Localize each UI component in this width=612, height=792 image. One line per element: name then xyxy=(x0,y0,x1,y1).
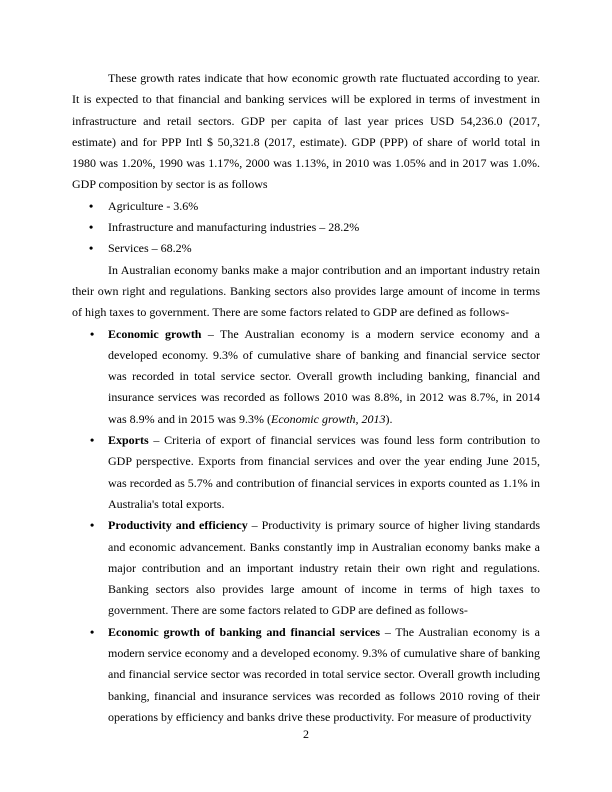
factor-item-economic-growth xyxy=(72,324,540,430)
factor-title: Economic growth of banking and financial services xyxy=(108,624,381,639)
page-number: 2 xyxy=(303,727,309,741)
document-page xyxy=(72,68,540,728)
sector-item-services: • Services – 68.2% xyxy=(72,238,540,259)
factor-title: Economic growth xyxy=(108,326,202,341)
factor-list xyxy=(72,324,540,729)
factor-title: Exports xyxy=(108,433,149,448)
sector-item-infrastructure: • Infrastructure and manufacturing industries – 28.2% xyxy=(72,217,540,238)
intro-paragraph: These growth rates indicate that how economic growth rate fluctuated according to year. It is expected to that financial and banking services will be explored in terms of investment in infrastructure and retail sectors. GDP per capita of last year prices USD 54,236.0 (2017, estimate) and for PPP Intl $ 50,321.8 (2017, estimate). GDP (PPP) of share of world total in 1980 was 1.20%, 1990 was 1.17%, 2000 was 1.13%, in 2010 was 1.05% and in 2017 was 1.0%. GDP composition by sector is as follows xyxy=(72,71,540,192)
factor-item-banking-growth xyxy=(72,622,540,728)
sector-item-agriculture: • Agriculture - 3.6% xyxy=(72,196,540,217)
factor-text: – The Australian economy is a modern service economy and a developed economy. 9.3% of cumulative share of banking and financial service sector was recorded in total service sector. Overall growth including banking, financial and insurance services was recorded as follows 2010 roving of their operations by efficiency and banks drive these productivity. For measure of productivity xyxy=(108,624,540,724)
factor-title: Productivity and efficiency xyxy=(108,518,248,533)
factor-text: – The Australian economy is a modern service economy and a developed economy. 9.3% of cumulative share of banking and financial service sector was recorded in total service sector. Overall growth including banking, financial and insurance services was recorded as follows 2010 was 8.8%, in 2012 was 8.7%, in 2014 was 8.9% and in 2015 was 9.3% ( xyxy=(108,326,540,426)
sector-list xyxy=(72,196,540,260)
factor-text-end: ). xyxy=(385,411,393,426)
factor-item-productivity xyxy=(72,515,540,621)
factor-text: – Criteria of export of financial services was found less form contribution to GDP perspective. Exports from financial services and over the year ending June 2015, was recorded as 5.7% and contribution of financial services in exports counted as 1.1% in Australia's total exports. xyxy=(108,433,540,511)
second-paragraph: In Australian economy banks make a major contribution and an important industry retain their own right and regulations. Banking sectors also provides large amount of income in terms of high taxes to government. There are some factors related to GDP are defined as follows- xyxy=(72,262,540,320)
factor-text: – Productivity is primary source of higher living standards and economic advancement. Banks constantly imp in Australian economy banks make a major contribution and an important industry retain their own right and regulations. Banking sectors also provides large amount of income in terms of high taxes to government. There are some factors related to GDP are defined as follows- xyxy=(108,518,541,618)
factor-item-exports xyxy=(72,430,540,515)
factor-citation: Economic growth, 2013 xyxy=(270,411,386,426)
